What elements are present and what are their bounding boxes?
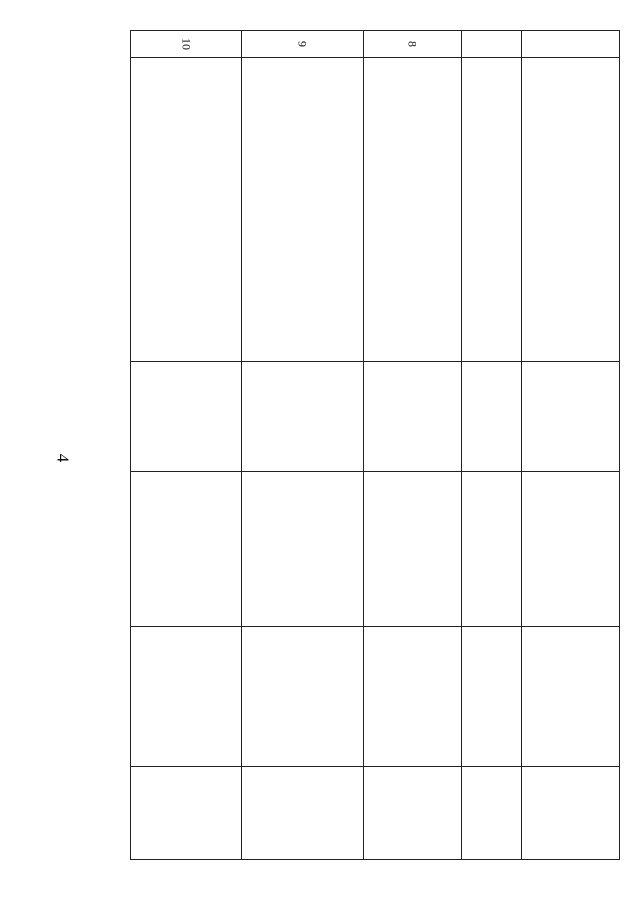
activities-table (130, 30, 620, 860)
row-8-results (363, 766, 461, 861)
row-10-forms (131, 57, 241, 361)
row-8-responsible (363, 361, 461, 471)
row-8-forms (363, 57, 461, 361)
divider (461, 31, 462, 859)
header-results (521, 766, 621, 861)
row-8-addressees (363, 626, 461, 766)
row-9-no: 9 (295, 41, 310, 47)
header-responsible (521, 361, 621, 471)
row-10-results (131, 766, 241, 861)
row-9-addressees (241, 626, 363, 766)
header-addressees (521, 626, 621, 766)
page-number: 4 (53, 453, 73, 463)
row-8-periodicity (363, 471, 461, 626)
row-10-periodicity (131, 471, 241, 626)
header-forms (521, 57, 621, 361)
row-8-no: 8 (405, 41, 420, 47)
row-10-responsible (131, 361, 241, 471)
row-10-addressees (131, 626, 241, 766)
row-9-responsible (241, 361, 363, 471)
row-9-periodicity (241, 471, 363, 626)
row-10-no: 10 (179, 38, 194, 50)
row-9-results (241, 766, 363, 861)
header-no (521, 31, 621, 57)
row-9-forms (241, 57, 363, 361)
header-periodicity (521, 471, 621, 626)
